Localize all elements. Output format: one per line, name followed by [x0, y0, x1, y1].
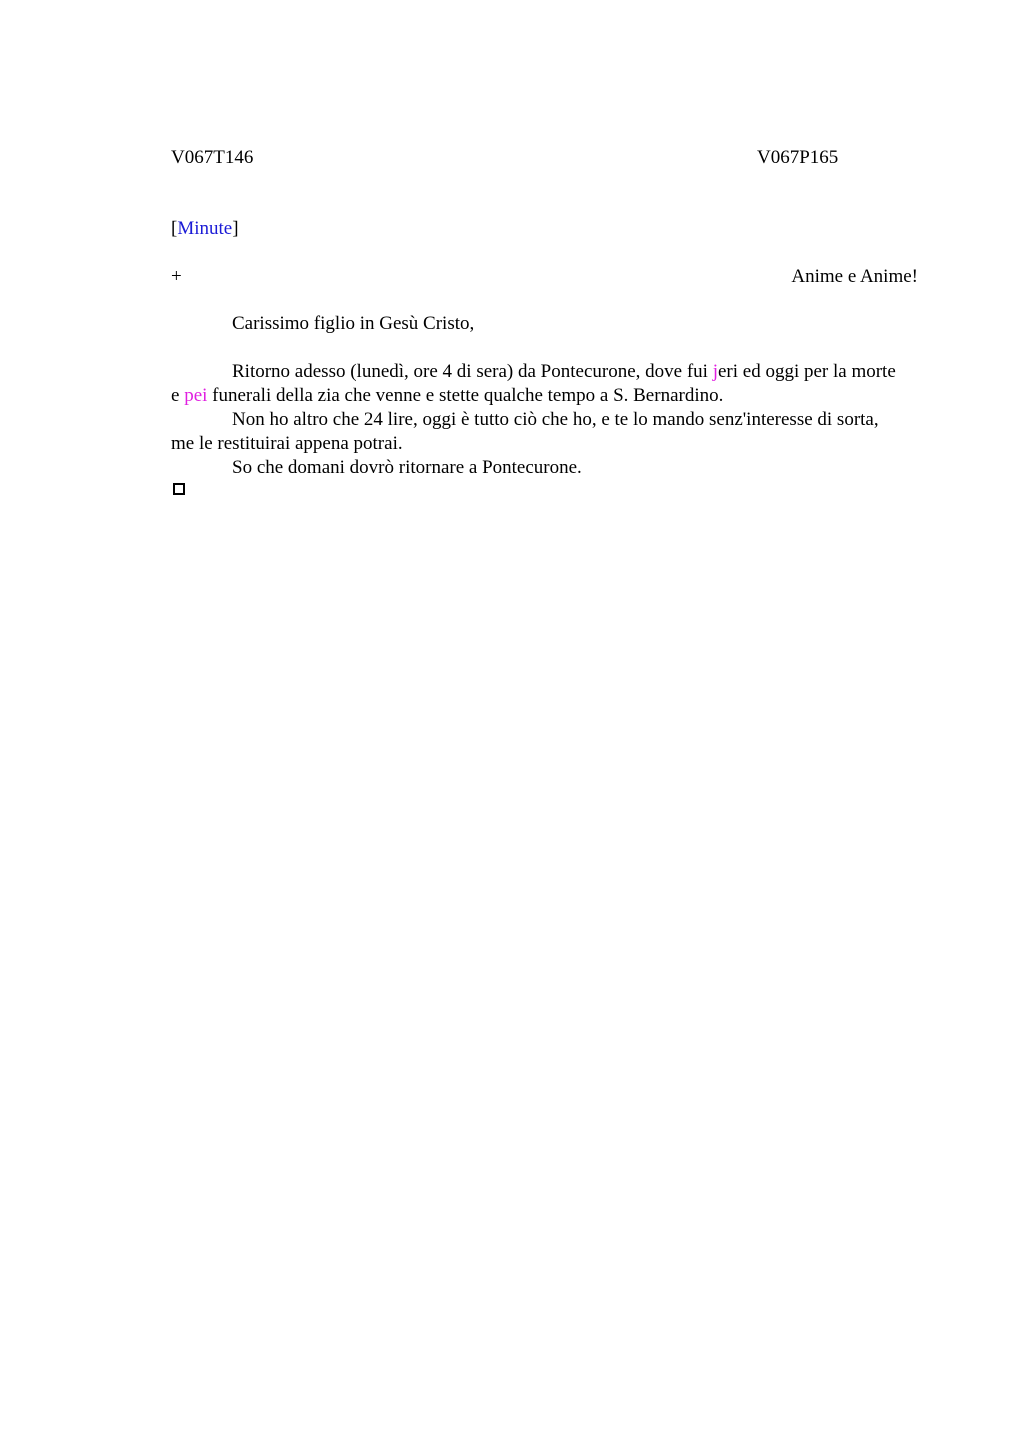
letter-body [171, 360, 901, 480]
paragraph-1-text-c: funerali della zia che venne e stette qualche tempo a S. Bernardino. [207, 385, 724, 406]
open-bracket: [ [171, 218, 178, 239]
highlight-pei: pei [184, 385, 208, 406]
highlight-j: j [712, 361, 718, 382]
paragraph-3: So che domani dovrò ritornare a Pontecurone. [232, 457, 582, 478]
cross-symbol: + [171, 266, 182, 287]
close-bracket: ] [232, 218, 239, 239]
minute-label [171, 217, 239, 241]
paragraph-2: Non ho altro che 24 lire, oggi è tutto ciò che ho, e te lo mando senz'interesse di sorta, me le restituirai appena potrai. [171, 409, 879, 454]
greeting: Carissimo figlio in Gesù Cristo, [232, 313, 475, 334]
square-outline-icon [173, 483, 185, 495]
document-code-right: V067P165 [757, 147, 839, 168]
paragraph-1-text-b: eri ed oggi per la morte e [171, 361, 896, 406]
motto: Anime e Anime! [791, 266, 918, 287]
document-code-left: V067T146 [171, 147, 254, 168]
paragraph-1-text-a: Ritorno adesso (lunedì, ore 4 di sera) da Pontecurone, dove fui [232, 361, 713, 382]
paragraph-1 [171, 360, 901, 408]
minute-link[interactable]: Minute [177, 218, 233, 239]
